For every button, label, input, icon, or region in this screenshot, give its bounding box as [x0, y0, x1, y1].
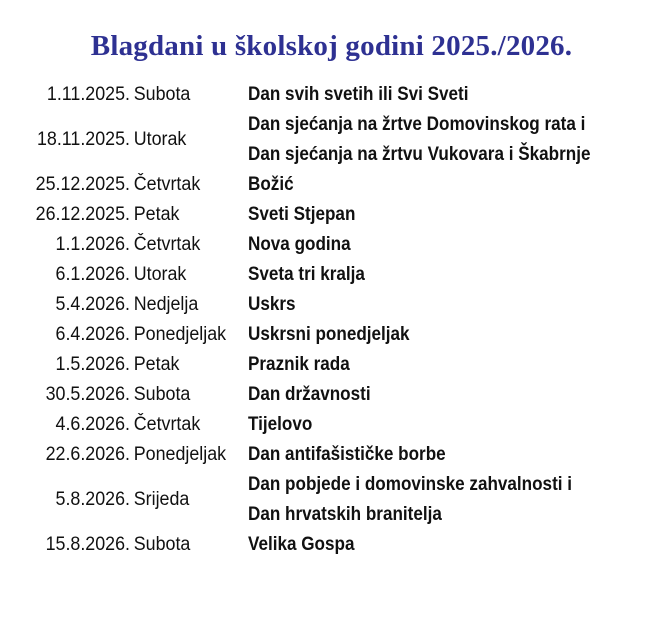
holiday-name-line: Dan pobjede i domovinske zahvalnosti i: [248, 474, 573, 495]
holiday-row: [0, 80, 663, 110]
holiday-name-line: Sveta tri kralja: [248, 264, 365, 285]
holiday-name-line: Tijelovo: [248, 414, 313, 435]
holiday-row: [0, 170, 663, 200]
holiday-name-line: Dan sjećanja na žrtvu Vukovara i Škabrnje: [248, 144, 591, 165]
holiday-weekday: Utorak: [133, 264, 187, 285]
holiday-name-line: Sveti Stjepan: [248, 204, 356, 225]
holiday-row: [0, 110, 663, 170]
holiday-date: 25.12.2025.: [35, 174, 130, 195]
holiday-name: [248, 410, 617, 440]
holiday-name: [248, 200, 617, 230]
holiday-name: [248, 260, 617, 290]
holiday-date: 5.4.2026.: [55, 294, 130, 315]
holiday-weekday: Četvrtak: [133, 174, 201, 195]
holiday-date: 5.8.2026.: [55, 489, 130, 510]
holiday-weekday: Subota: [133, 384, 191, 405]
holiday-date: 6.1.2026.: [55, 264, 130, 285]
holiday-date: 30.5.2026.: [45, 384, 131, 405]
holiday-weekday: Četvrtak: [133, 414, 201, 435]
holiday-name: [248, 230, 617, 260]
holiday-name-line: Dan svih svetih ili Svi Sveti: [248, 84, 469, 105]
holiday-name: [248, 320, 617, 350]
holiday-name: [248, 110, 617, 170]
holiday-name-line: Dan antifašističke borbe: [248, 444, 446, 465]
holiday-weekday: Petak: [133, 354, 180, 375]
holiday-weekday: Subota: [133, 534, 191, 555]
holiday-name-line: Uskrs: [248, 294, 296, 315]
holiday-weekday: Utorak: [133, 129, 187, 150]
holiday-row: [0, 410, 663, 440]
holiday-name: [248, 170, 617, 200]
holiday-row: [0, 350, 663, 380]
holiday-weekday: Ponedjeljak: [133, 444, 227, 465]
holiday-row: [0, 530, 663, 560]
holiday-date: 1.5.2026.: [55, 354, 130, 375]
holiday-name-line: Velika Gospa: [248, 534, 355, 555]
holiday-date: 4.6.2026.: [55, 414, 130, 435]
holiday-name-line: Uskrsni ponedjeljak: [248, 324, 410, 345]
holiday-weekday: Petak: [133, 204, 180, 225]
holiday-row: [0, 230, 663, 260]
holiday-date: 26.12.2025.: [35, 204, 130, 225]
holiday-row: [0, 380, 663, 410]
holiday-row: [0, 320, 663, 350]
holiday-name-line: Dan hrvatskih branitelja: [248, 504, 442, 525]
holiday-row: [0, 470, 663, 530]
holiday-date: 15.8.2026.: [45, 534, 131, 555]
holiday-name: [248, 470, 617, 530]
holiday-name-line: Božić: [248, 174, 294, 195]
holiday-name-line: Nova godina: [248, 234, 351, 255]
holiday-name: [248, 530, 617, 560]
holiday-date: 18.11.2025.: [36, 129, 130, 150]
holiday-date: 1.11.2025.: [46, 84, 130, 105]
holiday-name: [248, 380, 617, 410]
holiday-name-line: Dan sjećanja na žrtve Domovinskog rata i: [248, 114, 586, 135]
holiday-date: 6.4.2026.: [55, 324, 130, 345]
holiday-weekday: Subota: [133, 84, 191, 105]
holiday-weekday: Ponedjeljak: [133, 324, 227, 345]
holiday-weekday: Nedjelja: [133, 294, 199, 315]
page-title: Blagdani u školskoj godini 2025./2026.: [90, 30, 573, 62]
holiday-row: [0, 290, 663, 320]
holiday-name: [248, 80, 617, 110]
holiday-weekday: Četvrtak: [133, 234, 201, 255]
holiday-row: [0, 200, 663, 230]
holiday-name: [248, 350, 617, 380]
holiday-name-line: Praznik rada: [248, 354, 350, 375]
holiday-name: [248, 440, 617, 470]
holiday-date: 1.1.2026.: [55, 234, 130, 255]
holiday-row: [0, 260, 663, 290]
holiday-weekday: Srijeda: [133, 489, 190, 510]
holiday-name-line: Dan državnosti: [248, 384, 371, 405]
holiday-row: [0, 440, 663, 470]
holiday-date: 22.6.2026.: [45, 444, 131, 465]
holiday-table: [0, 80, 663, 560]
holiday-name: [248, 290, 617, 320]
